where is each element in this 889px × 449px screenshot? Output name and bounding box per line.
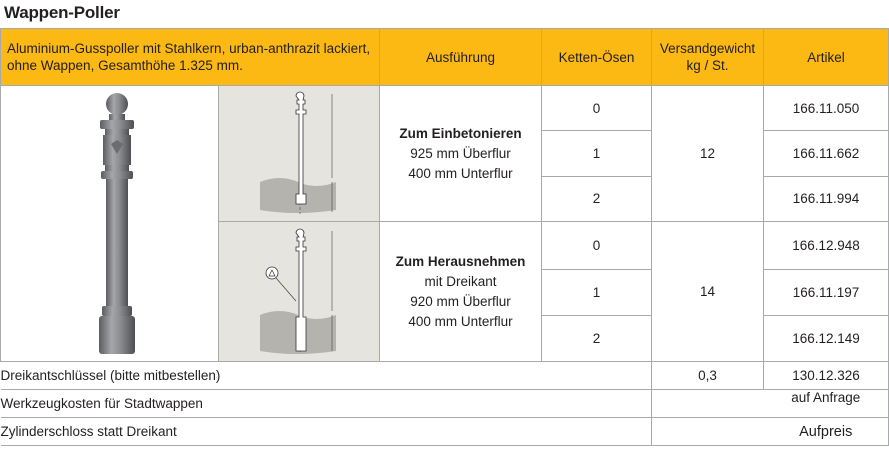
oesen-cell: 0 bbox=[542, 86, 652, 131]
drawing-herausnehmen bbox=[219, 222, 380, 362]
header-ketten-oesen: Ketten-Ösen bbox=[542, 29, 652, 86]
weight-cell: 14 bbox=[652, 222, 764, 362]
oesen-cell: 2 bbox=[542, 176, 652, 221]
technical-drawing-icon bbox=[220, 86, 378, 218]
artikel-cell: 166.11.197 bbox=[764, 270, 889, 316]
drawing-einbetonieren bbox=[219, 86, 380, 222]
table-row bbox=[1, 362, 889, 390]
header-description: Aluminium-Gusspoller mit Stahlkern, urban-anthrazit lackiert, ohne Wappen, Gesamthöhe 1.325 mm. bbox=[1, 29, 380, 86]
table-row bbox=[1, 390, 889, 418]
artikel-cell: 166.12.948 bbox=[764, 222, 889, 270]
label-title: Zum Einbetonieren bbox=[399, 125, 522, 141]
extra-artikel: auf Anfrage bbox=[764, 390, 889, 418]
oesen-cell: 2 bbox=[542, 316, 652, 362]
label-line: 400 mm Unterflur bbox=[408, 165, 513, 181]
header-ausfuehrung: Ausführung bbox=[380, 29, 542, 86]
technical-drawing-icon bbox=[220, 223, 378, 357]
label-line: mit Dreikant bbox=[424, 273, 497, 289]
oesen-cell: 1 bbox=[542, 270, 652, 316]
artikel-cell: 166.12.149 bbox=[764, 316, 889, 362]
page-title: Wappen-Poller bbox=[4, 3, 120, 22]
extra-weight: 0,3 bbox=[652, 362, 764, 390]
artikel-cell: 166.11.050 bbox=[764, 86, 889, 131]
ausfuehrung-einbetonieren bbox=[380, 86, 542, 222]
label-line: 400 mm Unterflur bbox=[408, 313, 513, 329]
header-versandgewicht: Versandgewicht kg / St. bbox=[652, 29, 764, 86]
product-table bbox=[0, 28, 889, 446]
bollard-photo bbox=[1, 86, 219, 362]
label-title: Zum Herausnehmen bbox=[395, 253, 526, 269]
extra-label: Dreikantschlüssel (bitte mitbestellen) bbox=[1, 362, 652, 390]
extra-artikel: 130.12.326 bbox=[764, 362, 889, 390]
oesen-cell: 0 bbox=[542, 222, 652, 270]
artikel-cell: 166.11.994 bbox=[764, 176, 889, 221]
ausfuehrung-herausnehmen bbox=[380, 222, 542, 362]
header-row bbox=[1, 29, 889, 86]
extra-weight bbox=[652, 390, 764, 418]
extra-label: Zylinderschloss statt Dreikant bbox=[1, 418, 652, 446]
extra-label: Werkzeugkosten für Stadtwappen bbox=[1, 390, 652, 418]
weight-cell: 12 bbox=[652, 86, 764, 222]
label-line: 925 mm Überflur bbox=[410, 145, 511, 161]
table-row bbox=[1, 418, 889, 446]
header-artikel: Artikel bbox=[764, 29, 889, 86]
table-row bbox=[1, 86, 889, 131]
oesen-cell: 1 bbox=[542, 131, 652, 176]
label-line: 920 mm Überflur bbox=[410, 293, 511, 309]
extra-artikel: Aufpreis bbox=[764, 418, 889, 446]
artikel-cell: 166.11.662 bbox=[764, 131, 889, 176]
bollard-image bbox=[1, 86, 217, 358]
extra-weight bbox=[652, 418, 764, 446]
